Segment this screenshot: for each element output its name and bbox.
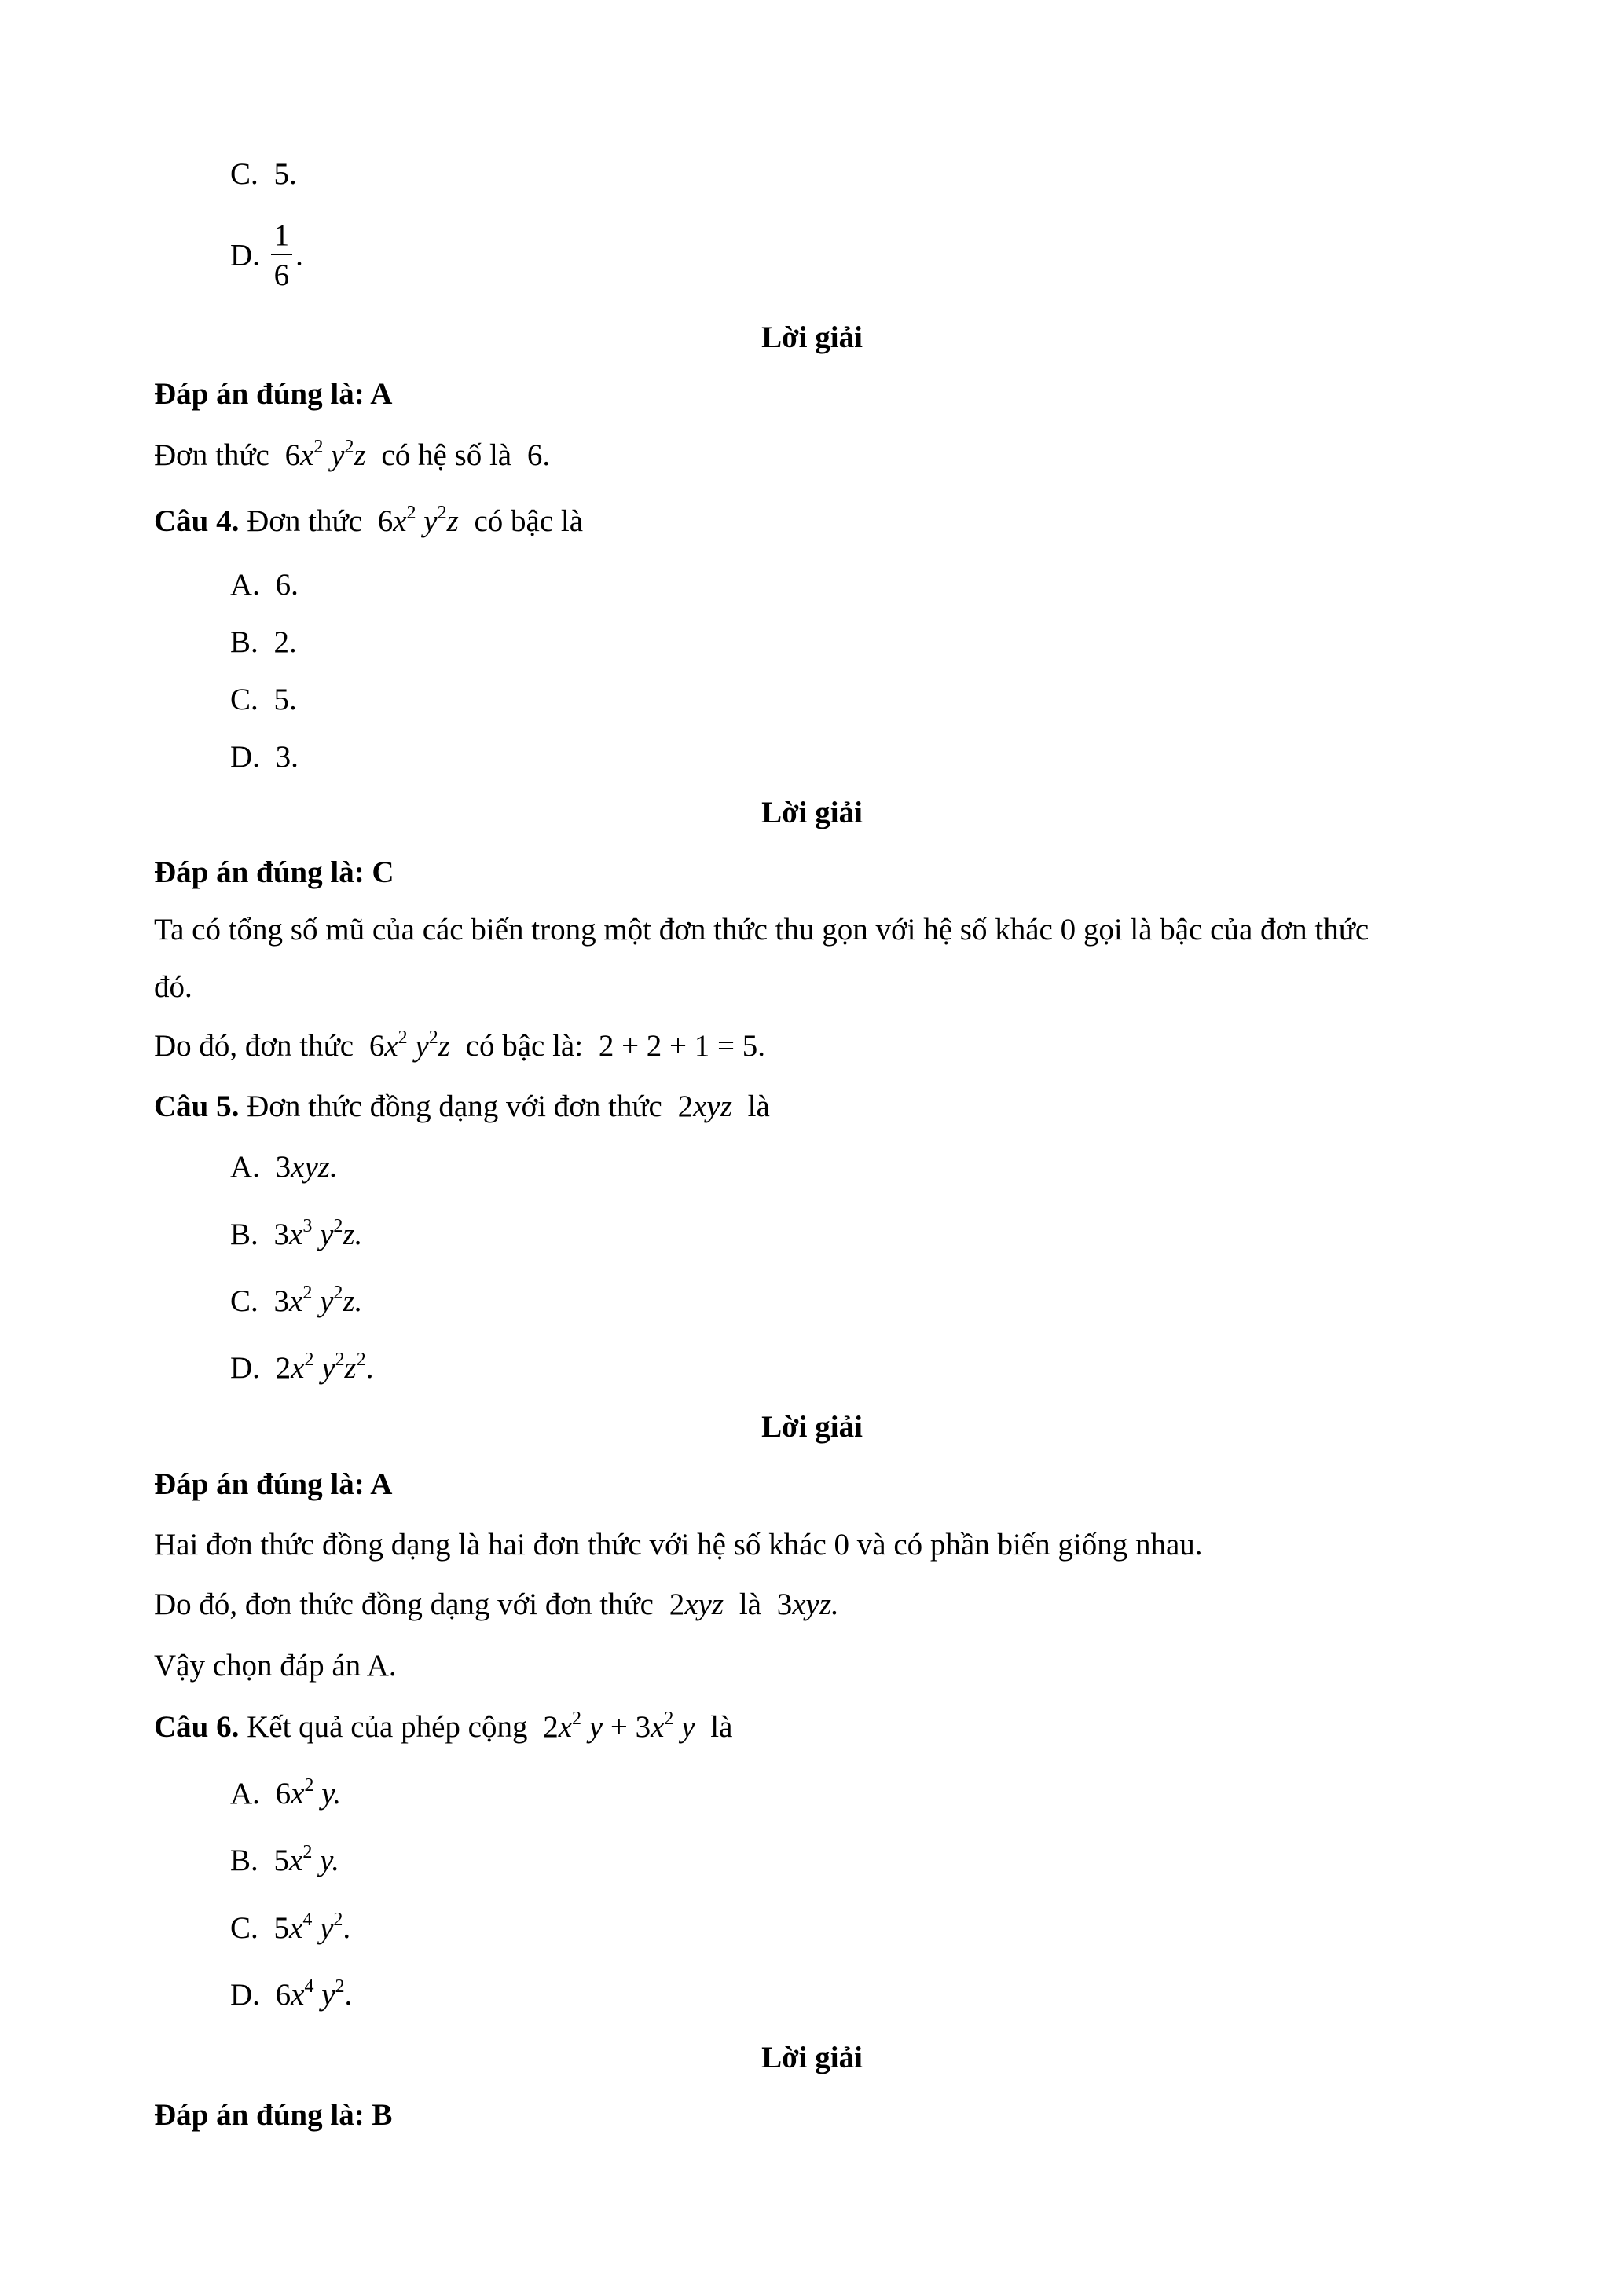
q5-option-b: B. $3x^3$ $y^2z$. [230,1216,363,1251]
q5-option-a: A. 3xyz. [230,1150,338,1184]
monomial: 3xyz. [275,1150,338,1184]
q6-option-b: B. $5x^2$ y. [230,1842,339,1877]
q5-option-d: D. $2x^2$ $y^2z^2$. [230,1349,374,1385]
monomial: $6x^2$ y. [275,1775,342,1811]
question-6-stem: Câu 6. Kết quả của phép cộng $2x^2$ $y + 3x^2$ y là [154,1708,733,1744]
q6-option-d: D. $6x^4$ $y^2$. [230,1976,353,2012]
explanation-line: Ta có tổng số mũ của các biến trong một đơn thức thu gọn với hệ số khác 0 gọi là bậc của đơn thức [154,913,1369,947]
explanation-line: đó. [154,970,192,1004]
solution-heading: Lời giải [761,2041,863,2074]
solution-heading: Lời giải [761,796,863,829]
monomial: $2x^2$ $y^2z^2$. [275,1349,374,1385]
monomial: $6x^2$ $y^2z$ [377,503,459,538]
question-5-stem: Câu 5. Đơn thức đồng dạng với đơn thức 2xyz là [154,1089,770,1123]
explanation-line: Hai đơn thức đồng dạng là hai đơn thức với hệ số khác 0 và có phần biến giống nhau. [154,1528,1203,1562]
q4-option-c: C. 5. [230,683,297,716]
monomial: 2xyz [669,1587,724,1621]
q4-option-d: D. 3. [230,740,299,774]
monomial: $5x^2$ y. [273,1842,339,1877]
answer-line: Đáp án đúng là: A [154,377,393,411]
monomial: 3xyz. [776,1587,839,1621]
solution-heading: Lời giải [761,320,863,354]
q4-option-a: A. 6. [230,568,299,602]
expression: $2x^2$ $y + 3x^2$ y [543,1708,695,1744]
q5-option-c: C. $3x^2$ $y^2z$. [230,1283,363,1318]
q3-option-c: C. 5. [230,157,297,191]
monomial: $6x^2$ $y^2z$ [368,1027,450,1063]
q6-option-a: A. $6x^2$ y. [230,1775,342,1811]
monomial: $6x^2$ $y^2z$ [284,437,366,472]
monomial: $3x^2$ $y^2z$. [273,1283,363,1318]
answer-line: Đáp án đúng là: B [154,2098,393,2132]
monomial: $3x^3$ $y^2z$. [273,1216,363,1251]
monomial: 2xyz [677,1089,732,1123]
q6-option-c: C. $5x^4$ $y^2$. [230,1910,351,1945]
answer-line: Đáp án đúng là: A [154,1467,393,1501]
explanation-line: Do đó, đơn thức $6x^2$ $y^2z$ có bậc là: 2 + 2 + 1 = 5. [154,1027,766,1063]
explanation-line: Do đó, đơn thức đồng dạng với đơn thức 2xyz là 3xyz. [154,1587,839,1621]
explanation-line: Vậy chọn đáp án A. [154,1649,397,1683]
solution-heading: Lời giải [761,1410,863,1444]
answer-line: Đáp án đúng là: C [154,855,394,889]
fraction: $\frac{1}{6}$ [271,220,293,291]
q4-option-b: B. 2. [230,625,297,659]
q3-option-d: D. $\frac{1}{6}$ . [230,218,303,292]
explanation-line: Đơn thức $6x^2$ $y^2z$ có hệ số là 6. [154,437,551,472]
monomial: $6x^4$ $y^2$. [275,1976,353,2012]
monomial: $5x^4$ $y^2$. [273,1910,351,1945]
question-4-stem: Câu 4. Đơn thức $6x^2$ $y^2z$ có bậc là [154,503,584,538]
